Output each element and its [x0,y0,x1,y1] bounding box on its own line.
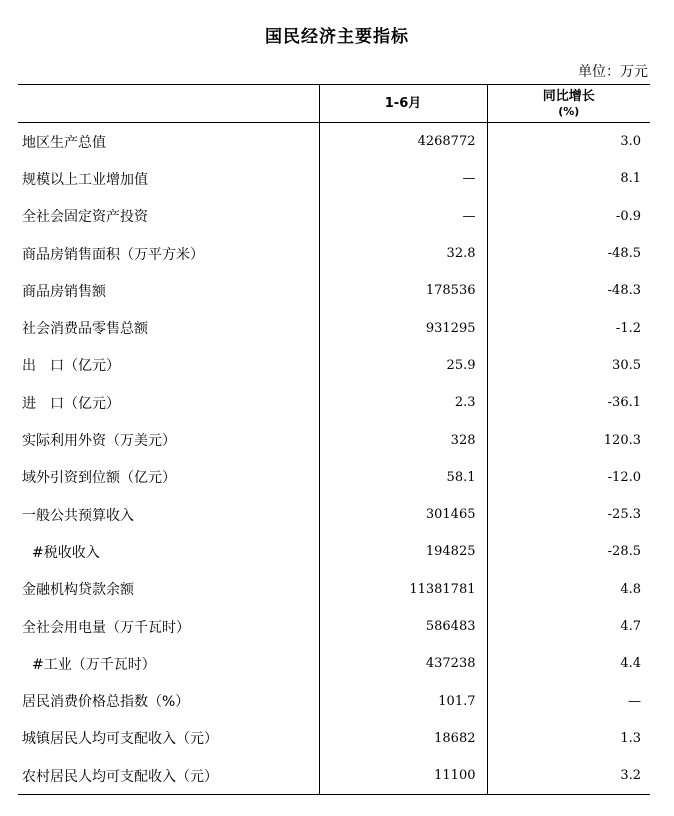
growth-rate: 30.5 [487,347,650,384]
unit-label: 单位：万元 [578,64,648,80]
indicator-name: #工业（万千瓦时） [32,656,156,673]
indicator-name: 全社会固定资产投资 [22,209,148,226]
growth-rate: 3.0 [487,123,650,161]
growth-rate: -28.5 [487,533,650,570]
period-value: 11100 [319,757,487,795]
table-row [18,496,650,533]
table-row [18,645,650,682]
indicator-table [18,84,650,795]
growth-rate: -12.0 [487,459,650,496]
table-header [18,85,650,123]
table-row [18,384,650,421]
growth-rate: 4.8 [487,571,650,608]
table-row [18,123,650,161]
table-row [18,720,650,757]
growth-rate: -48.3 [487,272,650,309]
table-row [18,272,650,309]
growth-rate: 3.2 [487,757,650,795]
indicator-name: 全社会用电量（万千瓦时） [22,619,190,636]
period-value: 194825 [319,533,487,570]
period-value: — [319,160,487,197]
indicator-name: 实际利用外资（万美元） [22,433,176,450]
table-row [18,757,650,795]
period-value: 101.7 [319,682,487,719]
indicator-name: #税收收入 [32,544,100,561]
table-row [18,160,650,197]
indicator-name: 进 口（亿元） [22,395,120,412]
period-value: 437238 [319,645,487,682]
indicator-name: 城镇居民人均可支配收入（元） [22,731,218,748]
growth-rate: -48.5 [487,235,650,272]
indicator-name: 商品房销售额 [22,283,106,300]
table-row [18,421,650,458]
table-row [18,608,650,645]
table-body [18,123,650,795]
period-value: — [319,198,487,235]
growth-rate: 120.3 [487,421,650,458]
indicator-name: 金融机构贷款余额 [22,582,134,599]
period-value: 586483 [319,608,487,645]
growth-rate: 4.7 [487,608,650,645]
indicator-name: 规模以上工业增加值 [22,171,148,188]
growth-rate: 8.1 [487,160,650,197]
period-value: 178536 [319,272,487,309]
period-value: 931295 [319,309,487,346]
growth-rate: — [487,682,650,719]
indicator-name: 农村居民人均可支配收入（元） [18,757,319,795]
header-growth-unit: (%) [558,104,580,118]
period-value: 328 [319,421,487,458]
period-value: 2.3 [319,384,487,421]
period-value: 11381781 [319,571,487,608]
indicator-name: 地区生产总值 [22,134,106,151]
indicator-name: 域外引资到位额（亿元） [22,470,176,487]
page-title: 国民经济主要指标 [265,27,409,47]
indicator-name: 社会消费品零售总额 [22,321,148,338]
table-row [18,459,650,496]
table-row [18,309,650,346]
indicator-name: 出 口（亿元） [22,358,120,375]
growth-rate: -36.1 [487,384,650,421]
period-value: 4268772 [319,123,487,161]
period-value: 18682 [319,720,487,757]
header-growth [487,85,650,123]
indicator-name: 一般公共预算收入 [22,507,134,524]
table-row [18,571,650,608]
indicator-name: 居民消费价格总指数（%） [22,694,190,711]
table-row [18,235,650,272]
growth-rate: -0.9 [487,198,650,235]
table-row [18,682,650,719]
period-value: 25.9 [319,347,487,384]
period-value: 32.8 [319,235,487,272]
table-row [18,533,650,570]
table-row [18,198,650,235]
header-growth-label: 同比增长 [542,88,595,104]
header-indicator [18,85,319,123]
growth-rate: -25.3 [487,496,650,533]
growth-rate: -1.2 [487,309,650,346]
growth-rate: 4.4 [487,645,650,682]
indicator-name: 商品房销售面积（万平方米） [22,246,204,263]
growth-rate: 1.3 [487,720,650,757]
header-period: 1-6月 [319,85,487,123]
period-value: 301465 [319,496,487,533]
table-row [18,347,650,384]
period-value: 58.1 [319,459,487,496]
